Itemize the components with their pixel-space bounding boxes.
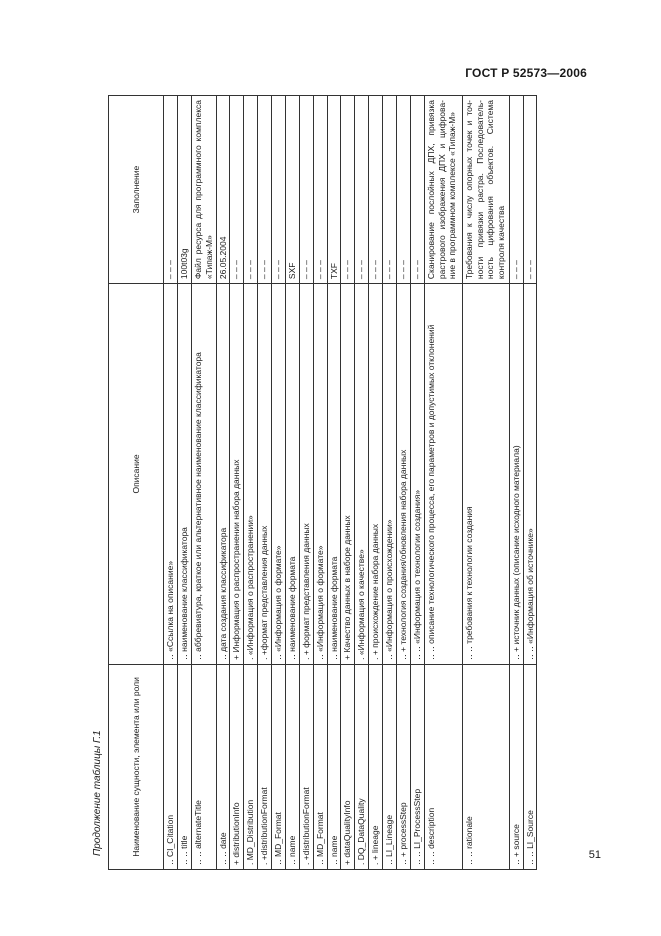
table-row [285,96,299,870]
standard-header: ГОСТ Р 52573—2006 [465,66,587,80]
cell-description: ‥ «Информация о формате» [272,284,286,665]
cell-description: ‥ наименование формата [327,284,341,665]
cell-value: Файл ресурса для программного комплекса «Типаж-М» [191,96,216,284]
cell-description: ‥ наименование классификатора [177,284,191,665]
cell-name: + dataQualityInfo [341,664,355,869]
cell-description: ‥ ‥ описание технологического процесса, его параметров и допустимых отклонений [424,284,462,665]
table-row [191,96,216,870]
column-header-description: Описание [109,284,164,665]
cell-value: – – – [272,96,286,284]
cell-description: ‥ ‥ «Информация об источнике» [523,284,537,665]
cell-description: ‥ «Информация о формате» [313,284,327,665]
table-header-row [109,96,164,870]
cell-name: ‥ LI_Lineage [383,664,397,869]
cell-name: ‥ ‥ rationale [462,664,509,869]
cell-value: Требования к числу опорных точек и точ-ности привязки растра. Последователь-ность цифрования объектов. Система контроля качества [462,96,509,284]
table-row [396,96,410,870]
table-caption: Продолжение таблицы Г.1 [92,730,103,856]
cell-name: + distributionInfo [230,664,244,869]
cell-value: – – – [523,96,537,284]
cell-name: ‥ name [285,664,299,869]
cell-description: + Качество данных в наборе данных [341,284,355,665]
cell-value: TXF [327,96,341,284]
cell-value: – – – [341,96,355,284]
data-table [108,95,537,870]
cell-value: – – – [299,96,313,284]
table-row [258,96,272,870]
cell-name: . DQ_DataQuality [355,664,369,869]
table-body [164,96,537,870]
table-row [509,96,523,870]
cell-name: ‥ MD_Format [313,664,327,869]
cell-description: ‥ «Информация о происхождении» [383,284,397,665]
cell-description: . «Информация о качестве» [355,284,369,665]
table-row [424,96,462,870]
cell-value: Сканирование послойных ДПХ, привязка растрового изображения ДПХ и цифрова-ние в программном комплексе «Типаж-М» [424,96,462,284]
table-row [313,96,327,870]
cell-description: . + происхождение набора данных [369,284,383,665]
cell-description: ‥ ‥ «Информация о технологии создания» [410,284,424,665]
table-row [369,96,383,870]
cell-value: – – – [383,96,397,284]
cell-description: ‥ ‥ требования к технологии создания [462,284,509,665]
cell-value: – – – [509,96,523,284]
cell-value: – – – [355,96,369,284]
cell-name: ‥ CI_Citation [164,664,178,869]
cell-name: . +distributionFormat [299,664,313,869]
cell-description: ‥ + источник данных (описание исходного материала) [509,284,523,665]
cell-name: ‥ ‥ alternateTitle [191,664,216,869]
cell-name: ‥ MD_Format [272,664,286,869]
table-row [244,96,258,870]
cell-name: ‥ ‥ description [424,664,462,869]
page-number: 51 [588,849,601,861]
cell-value: – – – [230,96,244,284]
cell-description: ‥ наименование формата [285,284,299,665]
cell-description: . + формат представления данных [299,284,313,665]
cell-value: – – – [164,96,178,284]
cell-name: ‥ ‥ date [216,664,230,869]
cell-value: SXF [285,96,299,284]
landscape-content [94,95,548,870]
cell-name: ‥ ‥ LI_Source [523,664,537,869]
cell-description: ‥ дата создания классификатора [216,284,230,665]
cell-description: . «Информация о распространении» [244,284,258,665]
table-row [164,96,178,870]
cell-name: . +distributionFormat [258,664,272,869]
cell-value: – – – [258,96,272,284]
table-row [341,96,355,870]
cell-name: ‥ + processStep [396,664,410,869]
table-row [272,96,286,870]
cell-name: . MD_Distribution [244,664,258,869]
cell-value: 26.05.2004 [216,96,230,284]
table-row [216,96,230,870]
cell-value: – – – [313,96,327,284]
cell-value: – – – [369,96,383,284]
cell-name: ‥ ‥ title [177,664,191,869]
table-row [523,96,537,870]
cell-value: 100t03g [177,96,191,284]
cell-value: – – – [410,96,424,284]
cell-value: – – – [396,96,410,284]
rotated-page-content [94,95,548,870]
table-row [410,96,424,870]
table-row [299,96,313,870]
table-row [355,96,369,870]
cell-name: ‥ ‥ LI_ProcessStep [410,664,424,869]
cell-description: . +формат представления данных [258,284,272,665]
table-row [462,96,509,870]
cell-name: ‥ + source [509,664,523,869]
column-header-name: Наименование сущности, элемента или роли [109,664,164,869]
cell-description: + Информация о распространении набора данных [230,284,244,665]
table-row [383,96,397,870]
table-row [230,96,244,870]
cell-name: . + lineage [369,664,383,869]
column-header-value: Заполнение [109,96,164,284]
cell-value: – – – [244,96,258,284]
table-row [177,96,191,870]
cell-description: ‥ «Ссылка на описание» [164,284,178,665]
cell-name: ‥ name [327,664,341,869]
table-row [327,96,341,870]
cell-description: ‥ аббревиатура, краткое или альтернативное наименование классификатора [191,284,216,665]
cell-description: ‥ + технология создания/обновления набора данных [396,284,410,665]
